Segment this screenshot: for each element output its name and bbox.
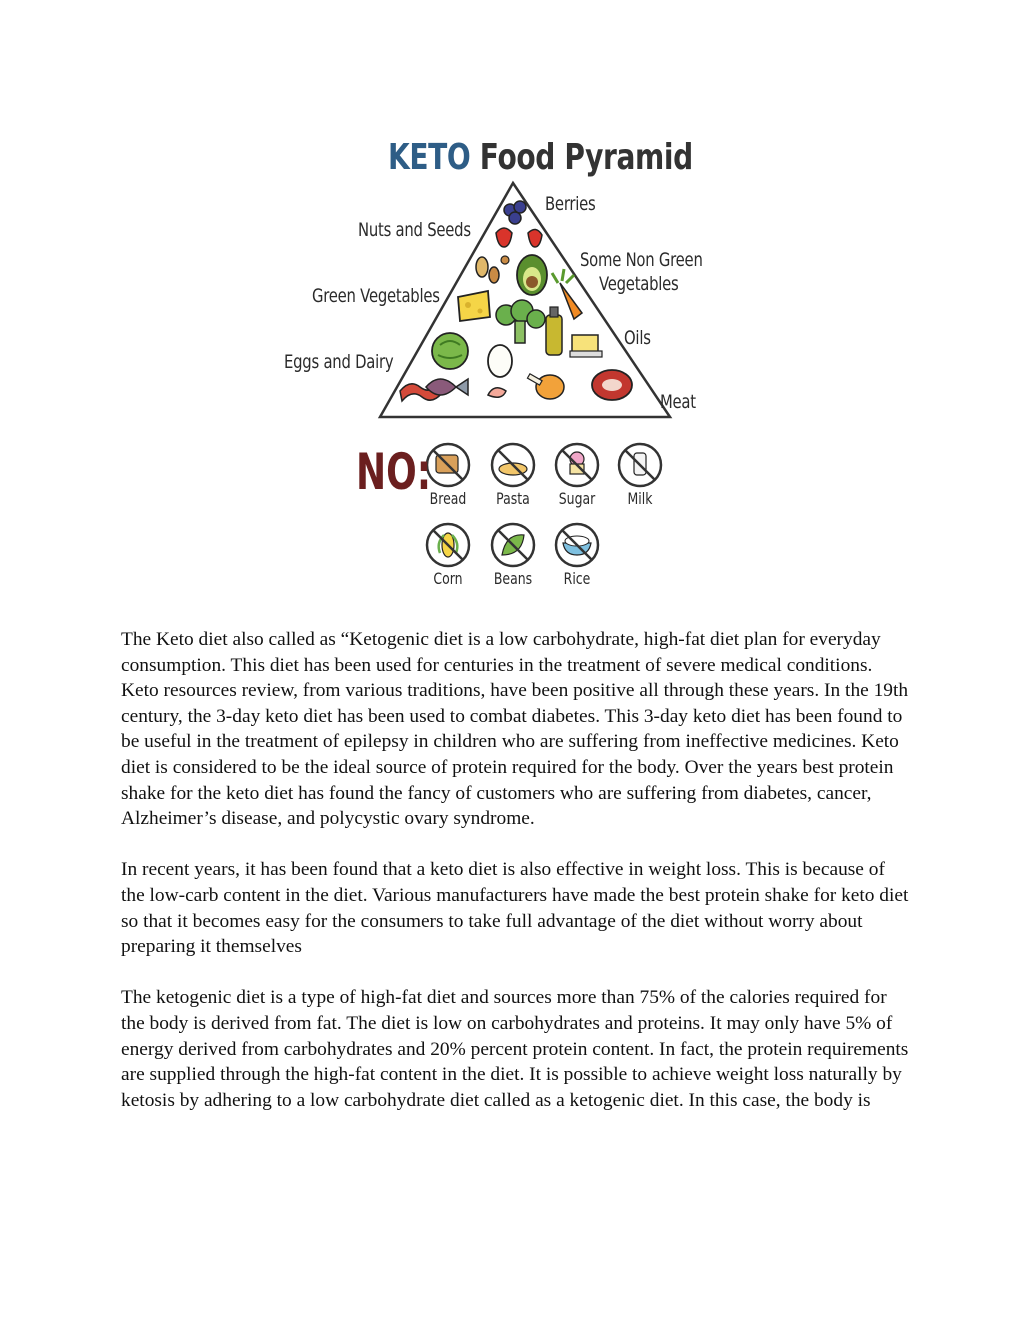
title-food-pyramid: Food Pyramid xyxy=(479,137,693,178)
label-berries: Berries xyxy=(545,193,596,215)
keto-food-pyramid-infographic xyxy=(270,125,750,595)
no-item-milk-label: Milk xyxy=(627,489,653,508)
broccoli-icon xyxy=(496,300,545,343)
paragraph-1: The Keto diet also called as “Ketogenic diet is a low carbohydrate, high-fat diet plan for everyday consumption. This diet has been used for centuries in the treatment of severe medical conditions. Keto resources review, from various traditions, have been positive all through these years. In the 19th century, the 3-day keto diet has been used to combat diabetes. This 3-day keto diet has been found to be useful in the treatment of epilepsy in children who are suffering from ineffective medicines. Keto diet is considered to be the ideal source of protein required for the body. Over the years best protein shake for the keto diet has found the fancy of customers who are suffering from diabetes, cancer, Alzheimer’s disease, and polycystic ovary syndrome. xyxy=(121,629,909,830)
paragraph-3: The ketogenic diet is a type of high-fat diet and sources more than 75% of the calories required for the body is derived from fat. The diet is low on carbohydrates and proteins. It may only have 5% of energy derived from carbohydrates and 20% percent protein content. In fact, the protein requirements are supplied through the high-fat content in the diet. It is possible to achieve weight loss naturally by ketosis by adhering to a low carbohydrate diet called as a ketogenic diet. In this case, the body is xyxy=(121,987,909,1111)
no-item-pasta-label: Pasta xyxy=(496,489,530,508)
article-body xyxy=(121,627,911,1139)
olive-oil-icon xyxy=(546,307,562,355)
cabbage-icon xyxy=(432,333,468,369)
no-beans-icon xyxy=(492,524,534,566)
nuts-icon xyxy=(476,256,509,283)
no-bread-icon xyxy=(427,444,469,486)
paragraph-2: In recent years, it has been found that a keto diet is also effective in weight loss. This is because of the low-carb content in the diet. Various manufacturers have made the best protein shake for keto diet so that it becomes easy for the consumers to take full advantage of the diet without worry about preparing it themselves xyxy=(121,859,909,958)
butter-icon xyxy=(570,335,602,357)
no-item-sugar-label: Sugar xyxy=(558,489,596,508)
shrimp-icon xyxy=(488,388,506,397)
no-sugar-icon xyxy=(556,444,598,486)
chicken-leg-icon xyxy=(527,374,564,399)
label-oils: Oils xyxy=(624,327,651,349)
berries-icon xyxy=(496,201,542,247)
no-foods-label: NO: xyxy=(356,443,432,501)
no-corn-icon xyxy=(427,524,469,566)
no-item-rice-label: Rice xyxy=(563,569,591,588)
label-meat: Meat xyxy=(660,391,696,413)
title-keto: KETO xyxy=(388,137,471,178)
no-pasta-icon xyxy=(492,444,534,486)
label-some-non-green: Some Non Green xyxy=(580,249,703,271)
no-item-beans-label: Beans xyxy=(493,569,533,588)
label-eggs-and-dairy: Eggs and Dairy xyxy=(284,351,394,373)
cheese-icon xyxy=(458,291,490,321)
fish-icon xyxy=(426,379,468,395)
label-green-vegetables: Green Vegetables xyxy=(312,285,440,307)
infographic-title xyxy=(388,137,693,178)
avocado-icon xyxy=(517,255,547,295)
egg-icon xyxy=(488,345,512,377)
no-item-corn-label: Corn xyxy=(433,569,463,588)
steak-icon xyxy=(592,370,632,400)
no-milk-icon xyxy=(619,444,661,486)
label-vegetables: Vegetables xyxy=(599,273,679,295)
no-item-bread-label: Bread xyxy=(429,489,467,508)
label-nuts-and-seeds: Nuts and Seeds xyxy=(358,219,471,241)
no-rice-icon xyxy=(556,524,598,566)
